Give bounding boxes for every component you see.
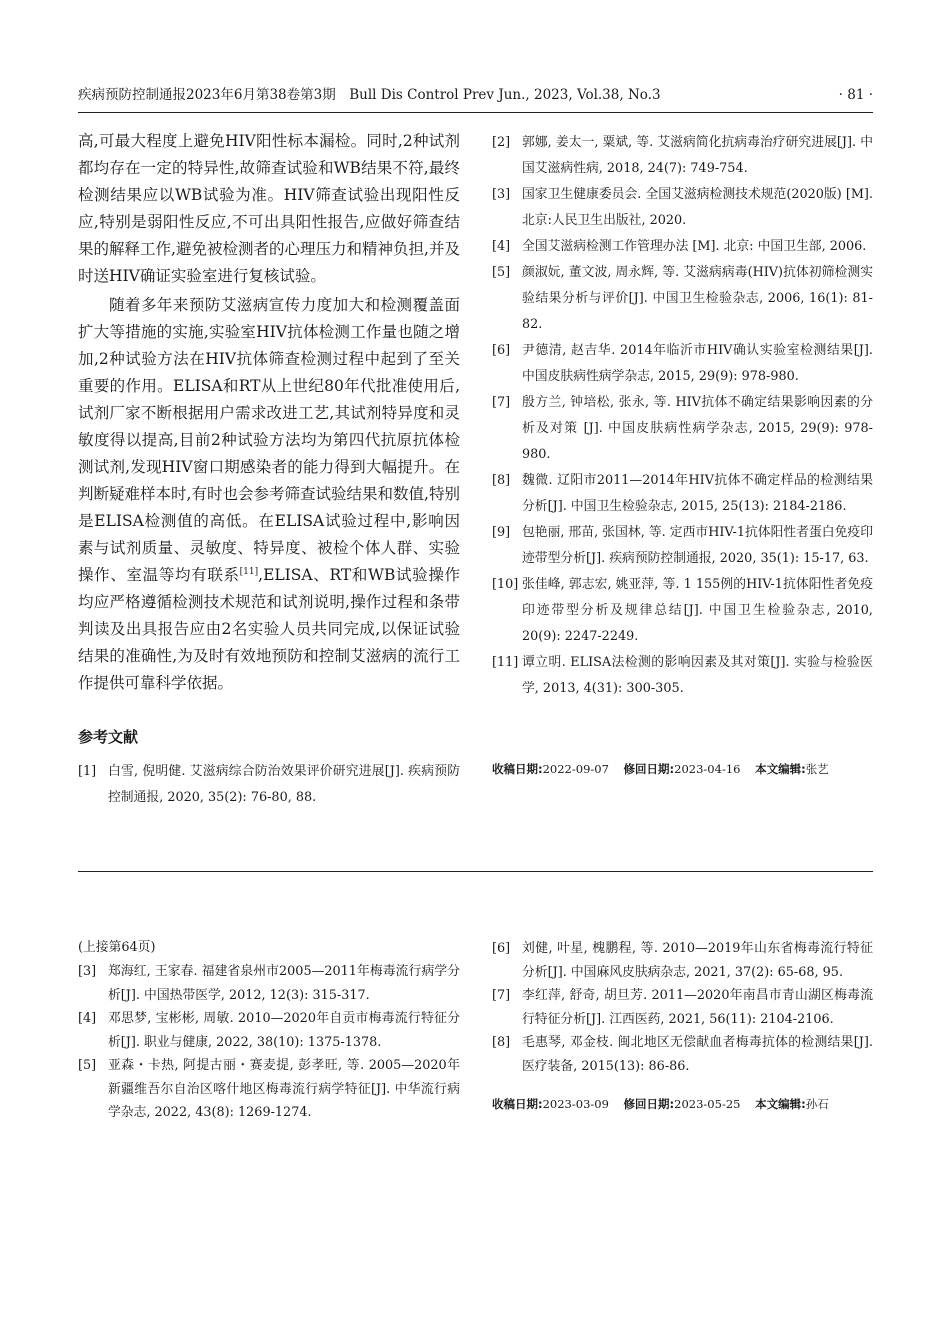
reference-item: [10] 张佳峰, 郭志宏, 姚亚萍, 等. 1 155例的HIV-1抗体阳性者免疫印迹带型分析及规律总结[J]. 中国卫生检验杂志, 2010, 20(9): 2247-2249. [492, 577, 873, 644]
reference-item: [4] 邓思梦, 宝彬彬, 周敏. 2010—2020年自贡市梅毒流行特征分析[J]. 职业与健康, 2022, 38(10): 1375-1378. [78, 1011, 460, 1050]
reference-item: [11] 谭立明. ELISA法检测的影响因素及其对策[J]. 实验与检验医学, 2013, 4(31): 300-305. [492, 655, 873, 696]
page-number: · 81 · [838, 87, 873, 103]
reference-item: [3] 郑海红, 王家春. 福建省泉州市2005—2011年梅毒流行病学分析[J]. 中国热带医学, 2012, 12(3): 315-317. [78, 964, 460, 1003]
citation-mark: [11] [239, 566, 259, 577]
body-text [78, 128, 460, 697]
body-paragraph: 随着多年来预防艾滋病宣传力度加大和检测覆盖面扩大等措施的实施,实验室HIV抗体检测工作量也随之增加,2种试验方法在HIV抗体筛查检测过程中起到了至关重要的作用。ELISA和RT从上世纪80年代批准使用后,试剂厂家不断根据用户需求改进工艺,其试剂特异度和灵敏度得以提高,目前2种试验方法均为第四代抗原抗体检测试剂,发现HIV窗口期感染者的能力得到大幅提升。在判断疑难样本时,有时也会参考筛查试验结果和数值,特别是ELISA检测值的高低。在ELISA试验过程中,影响因素与试剂质量、灵敏度、特异度、被检个体人群、实验操作、室温等均有联系[11],ELISA、RT和WB试验操作均应严格遵循检测技术规范和试剂说明,操作过程和条带判读及出具报告应由2名实验人员共同完成,以保证试验结果的准确性,为及时有效地预防和控制艾滋病的流行工作提供可靠科学依据。 [78, 296, 460, 692]
body-paragraph: 高,可最大程度上避免HIV阳性标本漏检。同时,2种试剂都均存在一定的特异性,故筛查试验和WB结果不符,最终检测结果应以WB试验为准。HIV筛查试验出现阳性反应,特别是弱阳性反应,不可出具阳性报告,应做好筛查结果的解释工作,避免被检测者的心理压力和精神负担,并及时送HIV确证实验室进行复核试验。 [78, 132, 460, 285]
reference-list-left [78, 759, 460, 811]
journal-info: 疾病预防控制通报2023年6月第38卷第3期 Bull Dis Control Prev Jun., 2023, Vol.38, No.3 [78, 87, 661, 103]
header-rule [78, 112, 873, 113]
reference-item: [6] 刘健, 叶星, 槐鹏程, 等. 2010—2019年山东省梅毒流行特征分析[J]. 中国麻风皮肤病杂志, 2021, 37(2): 65-68, 95. [492, 941, 873, 980]
continuation-list-right [492, 937, 873, 1078]
article-dates: 收稿日期:2022-09-07 修回日期:2023-04-16 本文编辑:张艺 [492, 762, 829, 776]
reference-item: [8] 魏微. 辽阳市2011—2014年HIV抗体不确定样品的检测结果分析[J]. 中国卫生检验杂志, 2015, 25(13): 2184-2186. [492, 473, 873, 514]
article-dates: 收稿日期:2023-03-09 修回日期:2023-05-25 本文编辑:孙石 [492, 1097, 829, 1111]
reference-item: [5] 亚森・卡热, 阿提古丽・赛麦提, 彭孝旺, 等. 2005—2020年新疆维吾尔自治区喀什地区梅毒流行病学特征[J]. 中华流行病学杂志, 2022, 43(8): 1269-1274. [78, 1058, 460, 1120]
reference-item: [2] 郭娜, 姜太一, 粟斌, 等. 艾滋病简化抗病毒治疗研究进展[J]. 中国艾滋病性病, 2018, 24(7): 749-754. [492, 135, 873, 176]
reference-item: [9] 包艳丽, 邢苗, 张国林, 等. 定西市HIV-1抗体阳性者蛋白免疫印迹带型分析[J]. 疾病预防控制通报, 2020, 35(1): 15-17, 63. [492, 525, 873, 566]
section-divider [78, 871, 873, 872]
reference-item: [7] 李红萍, 舒奇, 胡旦芳. 2011—2020年南昌市青山湖区梅毒流行特征分析[J]. 江西医药, 2021, 56(11): 2104-2106. [492, 988, 873, 1027]
reference-item: [4] 全国艾滋病检测工作管理办法 [M]. 北京: 中国卫生部, 2006. [492, 239, 867, 254]
references-title: 参考文献 [78, 728, 139, 746]
reference-item: [7] 殷方兰, 钟培松, 张永, 等. HIV抗体不确定结果影响因素的分析及对策 [J]. 中国皮肤病性病学杂志, 2015, 29(9): 978-980. [492, 395, 873, 462]
reference-item: [8] 毛惠琴, 邓金枝. 闽北地区无偿献血者梅毒抗体的检测结果[J]. 医疗装备, 2015(13): 86-86. [492, 1035, 873, 1074]
continuation-list-left [78, 960, 460, 1125]
reference-item: [5] 颜淑妧, 董文波, 周永辉, 等. 艾滋病病毒(HIV)抗体初筛检测实验结果分析与评价[J]. 中国卫生检验杂志, 2006, 16(1): 81-82. [492, 265, 873, 332]
reference-list-right [492, 130, 873, 702]
continuation-heading: (上接第64页) [78, 940, 156, 955]
reference-item: [3] 国家卫生健康委员会. 全国艾滋病检测技术规范(2020版) [M]. 北京:人民卫生出版社, 2020. [492, 187, 873, 228]
reference-item: [1] 白雪, 倪明健. 艾滋病综合防治效果评价研究进展[J]. 疾病预防控制通报, 2020, 35(2): 76-80, 88. [78, 764, 460, 805]
running-header [78, 84, 873, 106]
reference-item: [6] 尹德清, 赵吉华. 2014年临沂市HIV确认实验室检测结果[J]. 中国皮肤病性病学杂志, 2015, 29(9): 978-980. [492, 343, 873, 384]
